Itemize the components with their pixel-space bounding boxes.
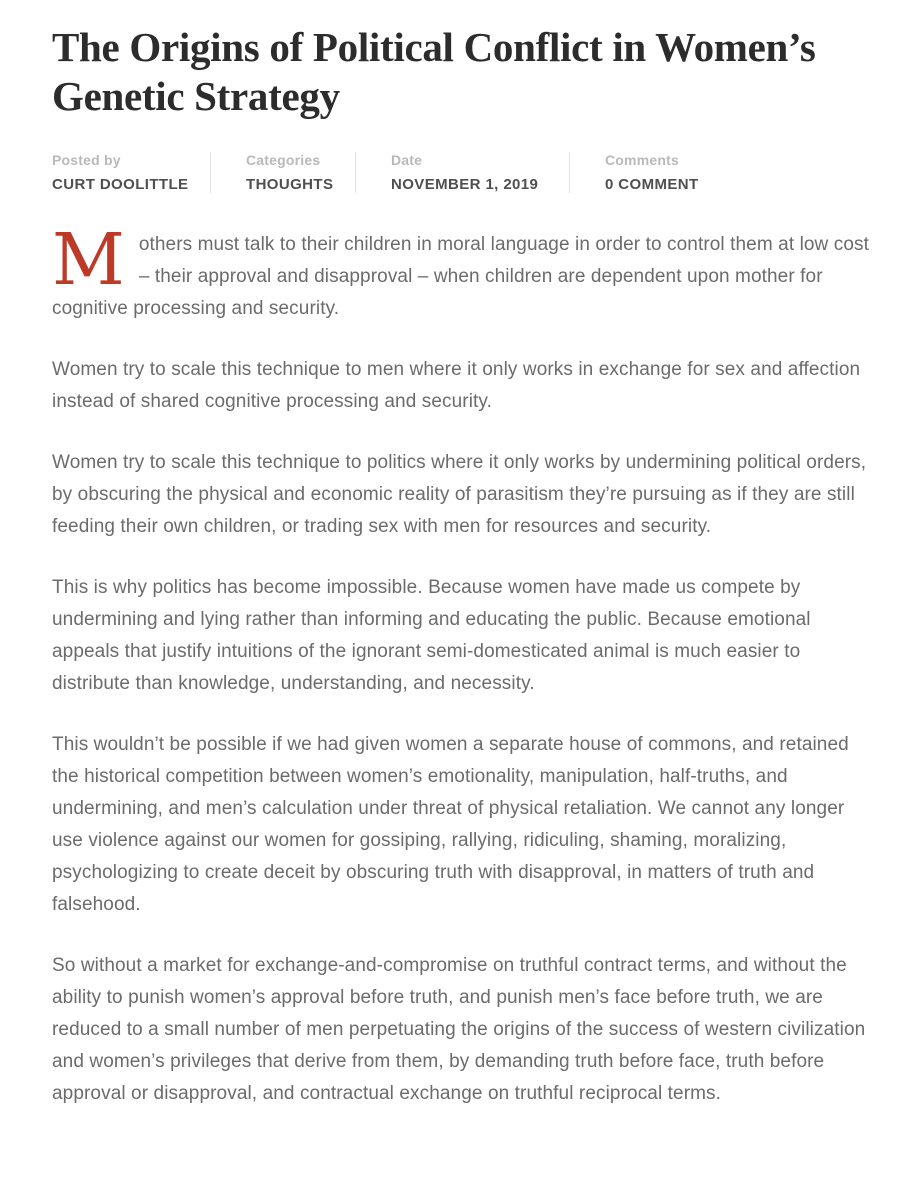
paragraph: So without a market for exchange-and-compromise on truthful contract terms, and without the ability to punish women’s approval before truth, and punish men’s face before truth, we are reduced to a small number of men perpetuating the origins of the success of western civilization and women’s privileges that derive from them, by demanding truth before face, truth before approval or disapproval, and contractual exchange on truthful reciprocal terms. <box>52 955 866 1104</box>
meta-date <box>355 152 569 193</box>
paragraph: This is why politics has become impossible. Because women have made us compete by undermining and lying rather than informing and educating the public. Because emotional appeals that justify intuitions of the ignorant semi-domesticated animal is much easier to distribute than knowledge, understanding, and necessity. <box>52 577 811 694</box>
post-meta <box>52 152 870 193</box>
paragraph-text: others must talk to their children in moral language in order to control them at low cost – their approval and disapproval – when children are dependent upon mother for cognitive processing and security. <box>52 234 870 319</box>
meta-category-link[interactable]: THOUGHTS <box>246 176 334 193</box>
paragraph: Women try to scale this technique to politics where it only works by undermining political orders, by obscuring the physical and economic reality of parasitism they’re pursuing as if they are still feeding their own children, or trading sex with men for resources and security. <box>52 452 867 537</box>
paragraph <box>52 218 870 325</box>
meta-label-posted-by: Posted by <box>52 152 121 168</box>
paragraph: Women try to scale this technique to men where it only works in exchange for sex and affection instead of shared cognitive processing and security. <box>52 359 861 412</box>
meta-categories <box>210 152 355 193</box>
drop-cap: M <box>52 218 125 301</box>
meta-comments <box>569 152 870 193</box>
meta-comments-link[interactable]: 0 COMMENT <box>605 176 699 193</box>
meta-label-date: Date <box>391 152 423 168</box>
meta-label-comments: Comments <box>605 152 679 168</box>
post-title: The Origins of Political Conflict in Women’s Genetic Strategy <box>52 24 816 119</box>
post-content <box>52 218 870 1110</box>
meta-label-categories: Categories <box>246 152 321 168</box>
meta-author-link[interactable]: CURT DOOLITTLE <box>52 176 189 193</box>
paragraph: This wouldn’t be possible if we had given women a separate house of commons, and retained the historical competition between women’s emotionality, manipulation, half-truths, and undermining, and men’s calculation under threat of physical retaliation. We cannot any longer use violence against our women for gossiping, rallying, ridiculing, shaming, moralizing, psychologizing to create deceit by obscuring truth with disapproval, in matters of truth and falsehood. <box>52 734 849 915</box>
meta-date-value: NOVEMBER 1, 2019 <box>391 176 539 193</box>
meta-posted-by <box>52 152 210 193</box>
